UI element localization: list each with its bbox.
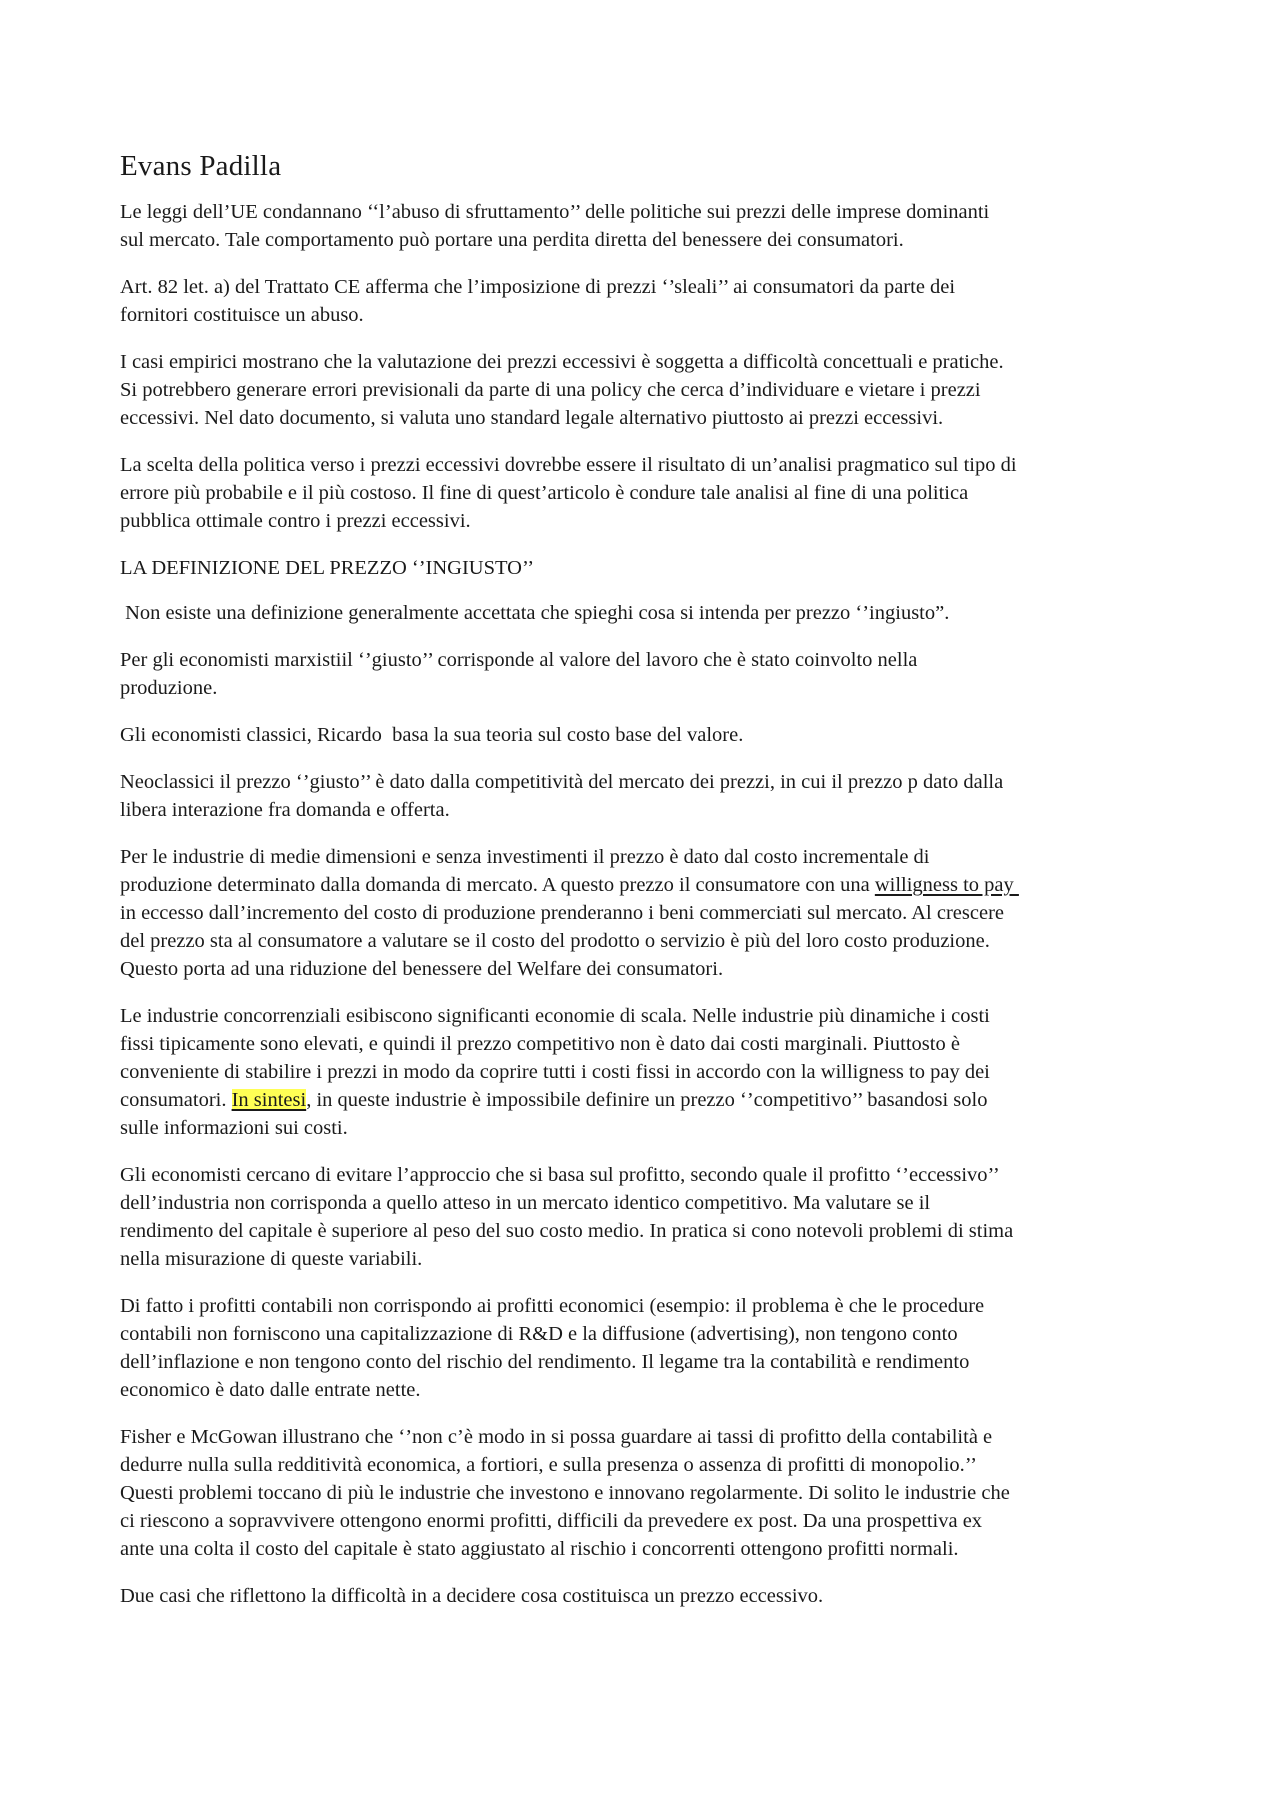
paragraph-neoclassical [120,768,1170,824]
text-line: fornitori costituisce un abuso. [120,304,364,326]
text-line: Di fatto i profitti contabili non corrispondo ai profitti economici (esempio: il problema è che le procedure [120,1295,985,1317]
text-line: Per gli economisti marxistiil ‘’giusto’’ corrisponde al valore del lavoro che è stato coinvolto nella [120,649,918,671]
paragraph-profit-approach [120,1161,1170,1273]
text-line: ante una colta il costo del capitale è stato aggiustato al rischio i concorrenti ottengono profitti normali. [120,1538,959,1560]
paragraph-eu-laws [120,198,1170,254]
text-line: I casi empirici mostrano che la valutazione dei prezzi eccessivi è soggetta a difficoltà concettuali e pratiche. [120,351,1004,373]
text-line: , in queste industrie è impossibile definire un prezzo ‘’competitivo’’ basandosi solo [306,1089,988,1111]
text-line: Neoclassici il prezzo ‘’giusto’’ è dato dalla competitività del mercato dei prezzi, in cui il prezzo p dato dalla [120,771,1004,793]
text-line: in eccesso dall’incremento del costo di produzione prenderanno i beni commerciati sul mercato. Al crescere [120,902,1005,924]
text-line: dell’inflazione e non tengono conto del rischio del rendimento. Il legame tra la contabilità e rendimento [120,1351,970,1373]
text-line: del prezzo sta al consumatore a valutare se il costo del prodotto o servizio è più del loro costo produzione. [120,930,990,952]
text-line: Fisher e McGowan illustrano che ‘’non c’è modo in si possa guardare ai tassi di profitto della contabilità e [120,1426,993,1448]
text-line: produzione determinato dalla domanda di mercato. A questo prezzo il consumatore con una [120,874,875,896]
text-line: pubblica ottimale contro i prezzi eccessivi. [120,510,471,532]
text-line: nella misurazione di queste variabili. [120,1248,423,1270]
text-line: economico è dato dalle entrate nette. [120,1379,421,1401]
paragraph-medium-industries [120,843,1170,983]
text-line: conveniente di stabilire i prezzi in modo da coprire tutti i costi fissi in accordo con la willigness to pay dei [120,1061,990,1083]
text-line: libera interazione fra domanda e offerta. [120,799,450,821]
underlined-term: willigness to pay [874,874,1019,896]
text-line: sulle informazioni sui costi. [120,1117,348,1139]
text-line: ci riescono a sopravvivere ottengono enormi profitti, difficili da prevedere ex post. Da una prospettiva ex [120,1510,983,1532]
text-line: dell’industria non corrisponda a quello atteso in un mercato identico competitivo. Ma valutare se il [120,1192,931,1214]
text-line: Per le industrie di medie dimensioni e senza investimenti il prezzo è dato dal costo incrementale di [120,846,930,868]
paragraph-marxist [120,646,1170,702]
document-page [120,148,1170,1629]
text-line: produzione. [120,677,218,699]
text-line: Questi problemi toccano di più le industrie che investono e innovano regolarmente. Di solito le industrie che [120,1482,1010,1504]
text-line: contabili non forniscono una capitalizzazione di R&D e la diffusione (advertising), non tengono conto [120,1323,958,1345]
text-line: eccessivi. Nel dato documento, si valuta uno standard legale alternativo piuttosto ai prezzi eccessivi. [120,407,944,429]
highlighted-text: In sintesi [231,1089,307,1111]
paragraph-art-82 [120,273,1170,329]
text-line: Le industrie concorrenziali esibiscono significanti economie di scala. Nelle industrie più dinamiche i costi [120,1005,990,1027]
text-line: errore più probabile e il più costoso. Il fine di quest’articolo è condure tale analisi al fine di una politica [120,482,969,504]
paragraph-two-cases: Due casi che riflettono la difficoltà in a decidere cosa costituisca un prezzo eccessivo. [120,1585,824,1607]
text-line: Le leggi dell’UE condannano ‘‘l’abuso di sfruttamento’’ delle politiche sui prezzi delle imprese dominanti [120,201,990,223]
document-title: Evans Padilla [120,150,282,182]
text-line: dedurre nulla sulla redditività economica, a fortiori, e sulla presenza o assenza di profitti di monopolio.’’ [120,1454,977,1476]
paragraph-fisher-mcgowan [120,1423,1170,1563]
text-line: Art. 82 let. a) del Trattato CE afferma che l’imposizione di prezzi ‘’sleali’’ ai consumatori da parte dei [120,276,956,298]
text-line: consumatori. [120,1089,232,1111]
text-line: sul mercato. Tale comportamento può portare una perdita diretta del benessere dei consumatori. [120,229,904,251]
paragraph-policy-choice [120,451,1170,535]
paragraph-empirical-cases [120,348,1170,432]
paragraph-competitive-industries [120,1002,1170,1142]
paragraph-no-definition: Non esiste una definizione generalmente accettata che spieghi cosa si intenda per prezzo ‘’ingiusto”. [120,602,950,624]
text-line: fissi tipicamente sono elevati, e quindi il prezzo competitivo non è dato dai costi marginali. Piuttosto è [120,1033,960,1055]
text-line: Gli economisti cercano di evitare l’approccio che si basa sul profitto, secondo quale il profitto ‘’eccessivo’’ [120,1164,1000,1186]
paragraph-classical: Gli economisti classici, Ricardo basa la sua teoria sul costo base del valore. [120,724,744,746]
text-line: Questo porta ad una riduzione del benessere del Welfare dei consumatori. [120,958,724,980]
text-line: Si potrebbero generare errori previsionali da parte di una policy che cerca d’individuare e vietare i prezzi [120,379,981,401]
section-heading: LA DEFINIZIONE DEL PREZZO ‘’INGIUSTO’’ [120,557,535,579]
text-line: La scelta della politica verso i prezzi eccessivi dovrebbe essere il risultato di un’analisi pragmatico sul tipo di [120,454,1017,476]
text-line: rendimento del capitale è superiore al peso del suo costo medio. In pratica si cono notevoli problemi di stima [120,1220,1014,1242]
paragraph-accounting-profits [120,1292,1170,1404]
